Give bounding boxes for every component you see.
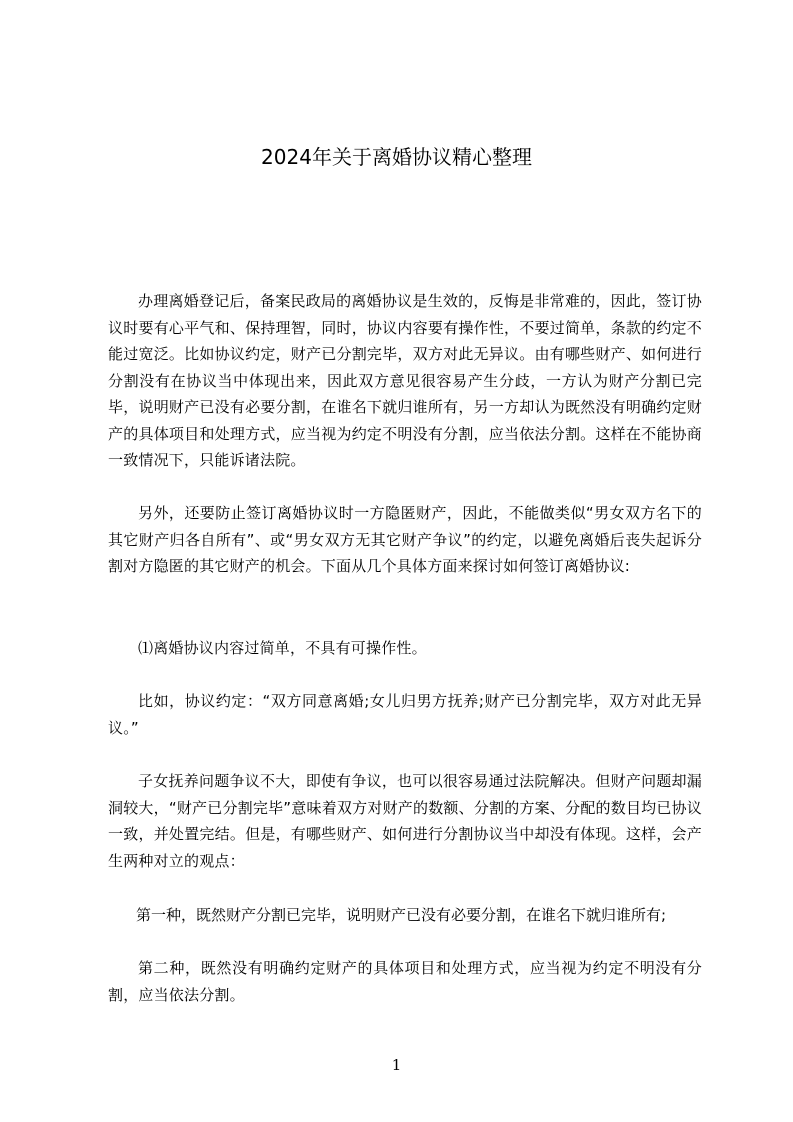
paragraph-3: ⑴离婚协议内容过简单，不具有可操作性。 bbox=[138, 639, 427, 657]
page-number: 1 bbox=[391, 1056, 402, 1074]
paragraph-7: 第二种，既然没有明确约定财产的具体项目和处理方式，应当视为约定不明没有分割，应当依法分割。 bbox=[108, 959, 702, 1004]
page-title: 2024年关于离婚协议精心整理 bbox=[261, 145, 532, 169]
paragraph-2: 另外，还要防止签订离婚协议时一方隐匿财产，因此，不能做类似“男女双方名下的其它财产归各自所有”、或“男女双方无其它财产争议”的约定，以避免离婚后丧失起诉分割对方隐匿的其它财产的机会。下面从几个具体方面来探讨如何签订离婚协议: bbox=[108, 504, 702, 575]
paragraph-6: 第一种，既然财产分割已完毕，说明财产已没有必要分割，在谁名下就归谁所有; bbox=[136, 906, 667, 924]
paragraph-5: 子女抚养问题争议不大，即使有争议，也可以很容易通过法院解决。但财产问题却漏洞较大，“财产已分割完毕”意味着双方对财产的数额、分割的方案、分配的数目均已协议一致，并处置完结。但是，有哪些财产、如何进行分割协议当中却没有体现。这样，会产生两种对立的观点： bbox=[108, 772, 702, 870]
paragraph-4: 比如，协议约定：“双方同意离婚;女儿归男方抚养;财产已分割完毕，双方对此无异议。” bbox=[108, 692, 702, 737]
paragraph-1: 办理离婚登记后，备案民政局的离婚协议是生效的，反悔是非常难的，因此，签订协议时要有心平气和、保持理智，同时，协议内容要有操作性，不要过简单，条款的约定不能过宽泛。比如协议约定，财产已分割完毕，双方对此无异议。由有哪些财产、如何进行分割没有在协议当中体现出来，因此双方意见很容易产生分歧，一方认为财产分割已完毕，说明财产已没有必要分割，在谁名下就归谁所有，另一方却认为既然没有明确约定财产的具体项目和处理方式，应当视为约定不明没有分割，应当依法分割。这样在不能协商一致情况下，只能诉诸法院。 bbox=[108, 292, 702, 469]
